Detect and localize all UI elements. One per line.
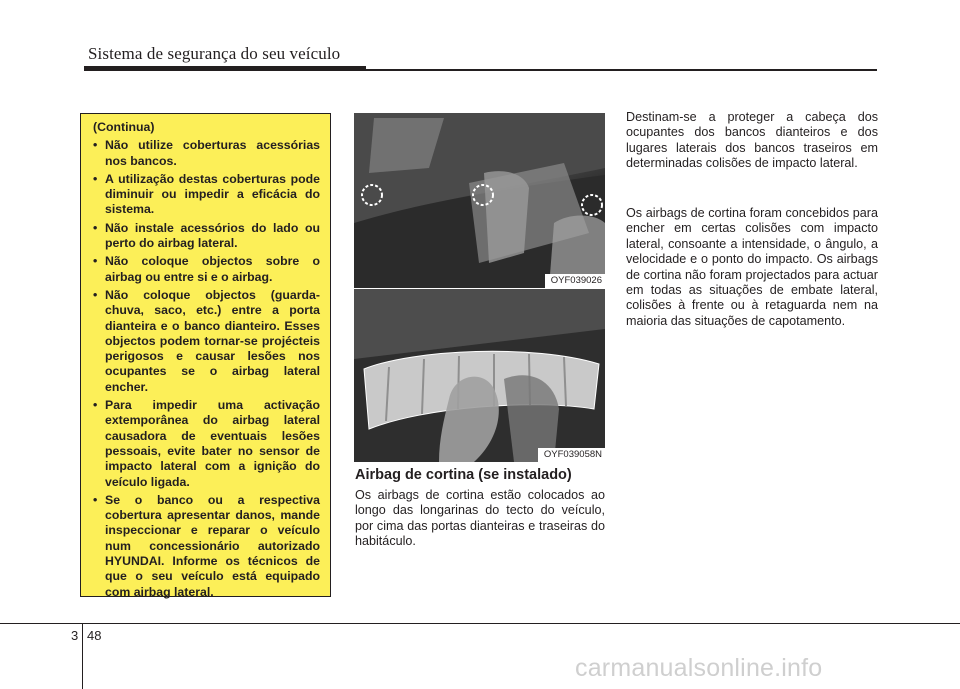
section-paragraph: Os airbags de cortina estão colocados ao longo das longarinas do tecto do veículo, por cima das portas dianteiras e traseiras do habitáculo. [355,488,605,549]
warning-item: • Para impedir uma activação extemporânea do airbag lateral causadora de eventuais lesões pessoais, evite bater no sensor de impacto lateral com a ignição do veículo ligada. [93,398,320,490]
footer-page-number: 48 [87,628,102,643]
footer-rule [0,623,960,624]
footer-divider [82,623,83,689]
warning-item: • A utilização destas coberturas pode diminuir ou impedir a eficácia do sistema. [93,172,320,218]
figure-curtain-airbag-deployed [354,289,605,462]
section-heading: Airbag de cortina (se instalado) [355,467,572,483]
figure-code-label: OYF039058N [538,448,605,462]
warning-box [80,113,331,597]
right-paragraph-2: Os airbags de cortina foram concebidos para encher em certas colisões com impacto lateral, consoante a intensidade, o ângulo, a velocidade e o ponto do impacto. Os airbags de cortina não foram projectados para actuar em todas as situações de embate lateral, colisões à frente ou à retaguarda nem na maioria das situações de capotamento. [626,206,878,328]
car-interior-illustration [354,113,605,288]
figure-curtain-airbag-location [354,113,605,288]
warning-list [93,138,320,600]
header-rule-thin [366,69,877,71]
watermark: carmanualsonline.info [575,654,823,682]
warning-item: • Não utilize coberturas acessórias nos bancos. [93,138,320,169]
right-paragraph-1: Destinam-se a proteger a cabeça dos ocupantes dos bancos dianteiros e dos lugares laterais dos bancos traseiros em determinadas colisões de impacto lateral. [626,110,878,171]
page-header-title: Sistema de segurança do seu veículo [88,44,341,63]
figure-code-label: OYF039026 [545,274,605,288]
footer-chapter-number: 3 [71,628,79,643]
warning-item: • Não coloque objectos (guarda-chuva, saco, etc.) entre a porta dianteira e o banco dianteiro. Esses objectos podem tornar-se projécteis perigosos e causar lesões nos ocupantes se o airbag lateral encher. [93,288,320,395]
warning-item: • Não coloque objectos sobre o airbag ou entre si e o airbag. [93,254,320,285]
deployed-airbag-illustration [354,289,605,462]
warning-item: • Se o banco ou a respectiva cobertura apresentar danos, mande inspeccionar e reparar o veículo num concessionário autorizado HYUNDAI. Informe os técnicos de que o seu veículo está equipado com airbag lateral. [93,493,320,600]
header-rule-thick [84,66,366,71]
warning-item: • Não instale acessórios do lado ou perto do airbag lateral. [93,221,320,252]
warning-continued-label: (Continua) [93,120,155,134]
